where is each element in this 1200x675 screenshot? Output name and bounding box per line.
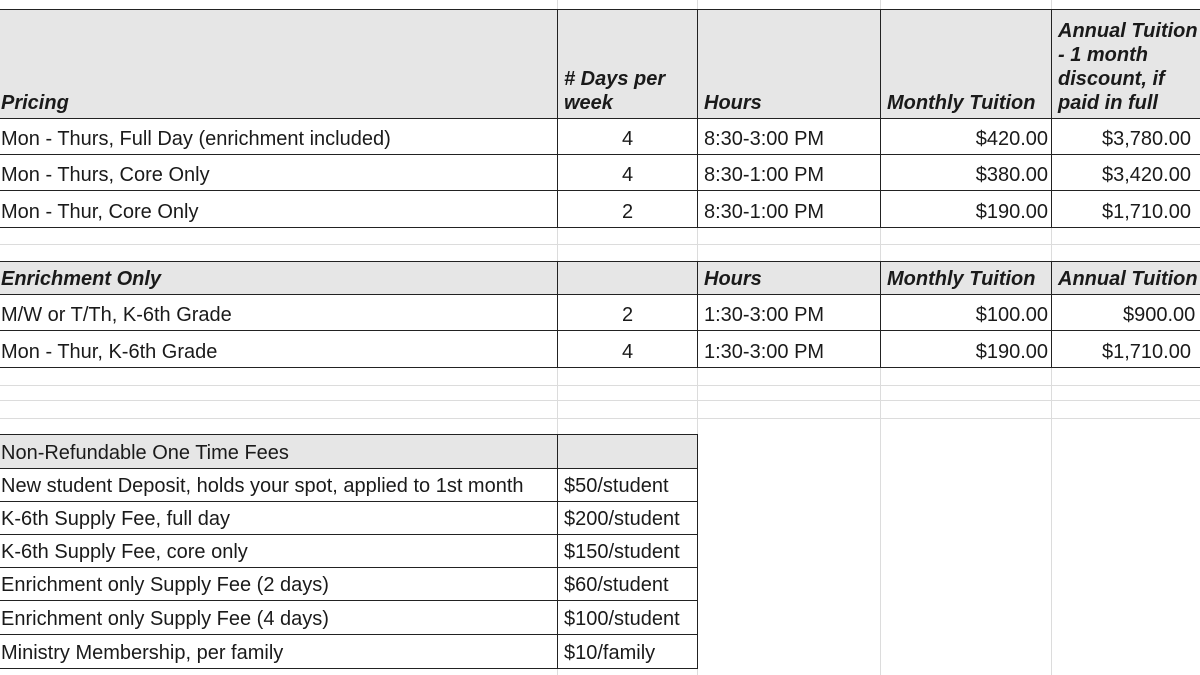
fee-amount[interactable]: $50/student [557,469,697,501]
enrichment-header-row [0,261,1200,295]
header-enrichment-only[interactable]: Enrichment Only [1,268,162,290]
row-hours[interactable]: 1:30-3:00 PM [697,295,880,330]
row-program[interactable]: Mon - Thurs, Core Only [1,164,210,186]
row-annual[interactable]: $3,780.00 [1051,119,1200,154]
fee-amount[interactable]: $100/student [557,601,697,634]
header-hours[interactable]: Hours [697,10,880,118]
row-program[interactable]: Mon - Thur, Core Only [1,201,199,223]
header-empty [557,262,697,294]
row-hours[interactable]: 1:30-3:00 PM [697,331,880,367]
row-hours[interactable]: 8:30-3:00 PM [697,119,880,154]
fee-name[interactable]: Ministry Membership, per family [1,642,284,664]
row-days[interactable]: 4 [557,331,697,367]
gridline [0,385,1200,386]
fee-name[interactable]: K-6th Supply Fee, full day [1,508,231,530]
row-program[interactable]: M/W or T/Th, K-6th Grade [1,304,232,326]
fee-amount[interactable]: $60/student [557,568,697,600]
table-row [0,568,698,601]
row-hours[interactable]: 8:30-1:00 PM [697,155,880,190]
table-row [0,295,1200,331]
row-monthly[interactable]: $380.00 [880,155,1051,190]
header-monthly-tuition[interactable]: Monthly Tuition [880,10,1051,118]
row-monthly[interactable]: $100.00 [880,295,1051,330]
fees-header-empty [557,435,697,468]
row-hours[interactable]: 8:30-1:00 PM [697,191,880,227]
fees-header-row [0,434,698,469]
fee-amount[interactable]: $150/student [557,535,697,567]
header-annual-tuition[interactable]: Annual Tuition [1051,262,1200,294]
header-hours[interactable]: Hours [697,262,880,294]
fee-name[interactable]: New student Deposit, holds your spot, applied to 1st month [1,475,524,497]
gridline [0,418,1200,419]
table-row [0,469,698,502]
table-row [0,191,1200,228]
table-row [0,119,1200,155]
gridline [0,244,1200,245]
table-row [0,155,1200,191]
row-days[interactable]: 4 [557,155,697,190]
row-days[interactable]: 4 [557,119,697,154]
fee-name[interactable]: Enrichment only Supply Fee (4 days) [1,608,329,630]
row-program[interactable]: Mon - Thurs, Full Day (enrichment included) [1,128,391,150]
row-days[interactable]: 2 [557,191,697,227]
row-annual[interactable]: $3,420.00 [1051,155,1200,190]
row-days[interactable]: 2 [557,295,697,330]
row-monthly[interactable]: $190.00 [880,331,1051,367]
row-monthly[interactable]: $420.00 [880,119,1051,154]
row-monthly[interactable]: $190.00 [880,191,1051,227]
row-annual[interactable]: $900.00 [1051,295,1200,330]
header-days-per-week[interactable]: # Days per week [557,10,697,118]
row-annual[interactable]: $1,710.00 [1051,331,1200,367]
table-row [0,502,698,535]
fee-amount[interactable]: $200/student [557,502,697,534]
row-annual[interactable]: $1,710.00 [1051,191,1200,227]
table-row [0,601,698,635]
header-pricing[interactable]: Pricing [1,92,69,114]
table-row [0,635,698,669]
gridline [0,400,1200,401]
fee-name[interactable]: K-6th Supply Fee, core only [1,541,248,563]
fee-name[interactable]: Enrichment only Supply Fee (2 days) [1,574,329,596]
row-program[interactable]: Mon - Thur, K-6th Grade [1,341,218,363]
pricing-header-row [0,9,1200,119]
header-annual-tuition[interactable]: Annual Tuition - 1 month discount, if paid in full [1051,10,1200,118]
header-monthly-tuition[interactable]: Monthly Tuition [880,262,1051,294]
table-row [0,535,698,568]
fees-title[interactable]: Non-Refundable One Time Fees [1,442,289,464]
fee-amount[interactable]: $10/family [557,635,697,668]
table-row [0,331,1200,368]
